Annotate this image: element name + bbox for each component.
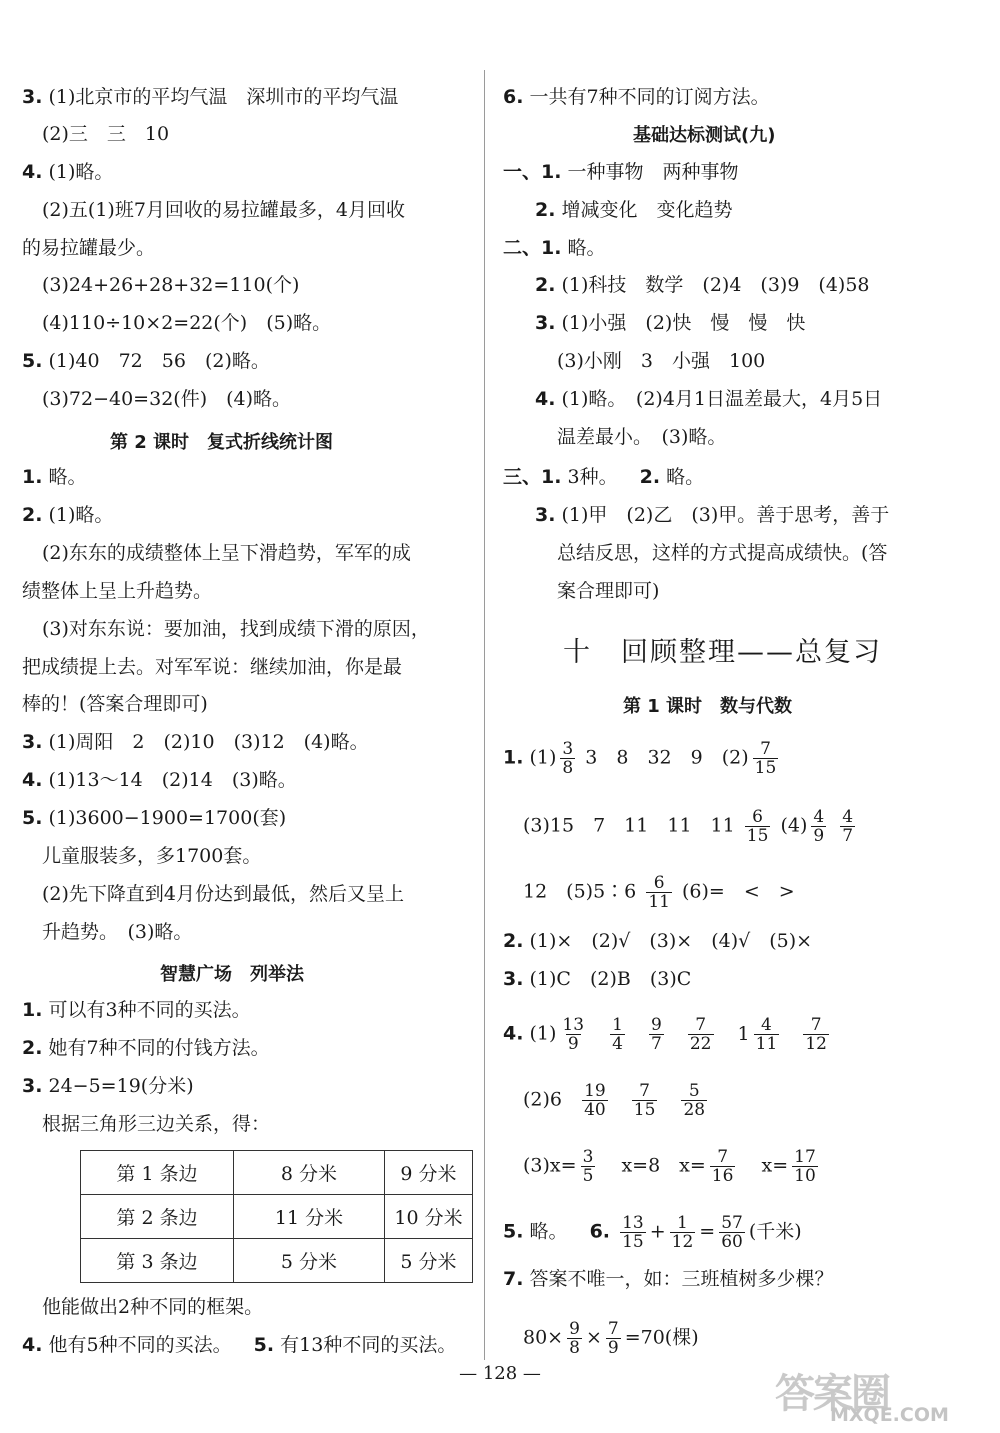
table-cell: 5 分米 (385, 1239, 473, 1283)
answer-line: (4)110÷10×2=22(个) (5)略。 (42, 312, 332, 334)
section-heading: 第 2 课时 复式折线统计图 (110, 432, 334, 453)
fraction: $\frac{7}{15}$ (754, 739, 777, 778)
answer-line: (3)小刚 3 小强 100 (557, 350, 766, 372)
answer-line: 升趋势。 (3)略。 (42, 921, 193, 943)
answer-line: (2)五(1)班7月回收的易拉罐最多，4月回收 (42, 199, 406, 221)
answer-line: 1. 可以有3种不同的买法。 (22, 999, 251, 1021)
fraction: $\frac{3}{5}$ (582, 1147, 594, 1186)
answer-line: 2. (1)略。 (22, 504, 114, 526)
answer-line: 1. 略。 (22, 466, 87, 488)
fraction: $\frac{3}{8}$ (562, 739, 574, 778)
answer-line: 3. (1)小强 (2)快 慢 慢 快 (535, 312, 806, 334)
column-divider (484, 70, 485, 1360)
answer-line: 4. (1)13～14 (2)14 (3)略。 (22, 769, 297, 791)
fraction: $\frac{4}{11}$ (755, 1015, 778, 1054)
answer-line: (2)先下降直到4月份达到最低，然后又呈上 (42, 883, 405, 905)
answer-line: 4. (1)略。 (22, 161, 114, 183)
table-cell: 5 分米 (234, 1239, 385, 1283)
answer-line: (3)对东东说：要加油，找到成绩下滑的原因， (42, 618, 430, 640)
answer-line: 4. (1)略。 (2)4月1日温差最大，4月5日 (535, 388, 883, 410)
table-cell: 9 分米 (385, 1151, 473, 1195)
fraction: $\frac{17}{10}$ (794, 1147, 816, 1186)
answer-line: 总结反思，这样的方式提高成绩快。(答 (557, 542, 888, 564)
table-row (81, 1151, 473, 1195)
answer-line: 3. (1)甲 (2)乙 (3)甲。善于思考，善于 (535, 504, 890, 526)
section-heading: 基础达标测试(九) (633, 125, 776, 146)
answer-line: 案合理即可) (557, 580, 660, 602)
table-cell: 第 1 条边 (81, 1151, 234, 1195)
answer-line: 12 (5)5∶6 $\frac{6}{11}$ (6)= < > (523, 873, 795, 912)
fraction: $\frac{6}{15}$ (746, 807, 769, 846)
fraction: $\frac{7}{9}$ (607, 1319, 619, 1358)
answer-line: 80× $\frac{9}{8}$ × $\frac{7}{9}$ =70(棵) (523, 1319, 699, 1358)
fraction: $\frac{13}{15}$ (622, 1213, 644, 1252)
table-cell: 8 分米 (234, 1151, 385, 1195)
table-row (81, 1195, 473, 1239)
fraction: $\frac{9}{8}$ (569, 1319, 580, 1358)
answer-line: 三、1. 3种。 2. 略。 (503, 466, 705, 488)
fraction: $\frac{1}{12}$ (671, 1213, 694, 1252)
fraction: $\frac{7}{16}$ (711, 1147, 734, 1186)
answer-line: 绩整体上呈上升趋势。 (22, 580, 213, 602)
watermark-text: 答案圈 (775, 1371, 889, 1417)
answer-line: 温差最小。 (3)略。 (557, 426, 727, 448)
answer-line: 4. (1) $\frac{13}{9}$ $\frac{1}{4}$ $\frac{9}{7}$ $\frac{7}{22}$ 1 $\frac{4}{11}$ $\frac{7}{12}$ (503, 1015, 827, 1054)
fraction: $\frac{7}{12}$ (805, 1015, 827, 1054)
answer-line: (2)6 $\frac{19}{40}$ $\frac{7}{15}$ $\frac{5}{28}$ (523, 1081, 706, 1120)
answer-line: (3)x= $\frac{3}{5}$ x=8 x= $\frac{7}{16}$ x= $\frac{17}{10}$ (523, 1147, 816, 1186)
answer-line: 7. 答案不唯一，如：三班植树多少棵？ (503, 1268, 834, 1290)
fraction: $\frac{4}{9}$ (813, 807, 825, 846)
fraction: $\frac{7}{22}$ (689, 1015, 712, 1054)
answer-line: 3. (1)C (2)B (3)C (503, 968, 692, 990)
answer-line: 2. 她有7种不同的付钱方法。 (22, 1037, 270, 1059)
fraction: $\frac{5}{28}$ (683, 1081, 706, 1120)
answer-line: 3. (1)北京市的平均气温 深圳市的平均气温 (22, 86, 399, 108)
answer-line: (3)24+26+28+32=110(个) (42, 274, 300, 296)
table-cell: 第 3 条边 (81, 1239, 234, 1283)
table-row (81, 1239, 473, 1283)
fraction: $\frac{7}{15}$ (633, 1081, 656, 1120)
table-cell: 11 分米 (234, 1195, 385, 1239)
fraction: $\frac{9}{7}$ (650, 1015, 662, 1054)
page-number: — 128 — (459, 1363, 541, 1384)
answer-line: 二、1. 略。 (503, 237, 606, 259)
answer-line: (3)72−40=32(件) (4)略。 (42, 388, 292, 410)
answer-line: 3. 24−5=19(分米) (22, 1075, 194, 1097)
answer-line: (2)东东的成绩整体上呈下滑趋势，军军的成 (42, 542, 411, 564)
section-heading: 第 1 课时 数与代数 (623, 696, 793, 717)
answer-line: 5. (1)3600−1900=1700(套) (22, 807, 287, 829)
answer-line: 2. 增减变化 变化趋势 (535, 199, 733, 221)
table-cell: 第 2 条边 (81, 1195, 234, 1239)
answer-line: 5. (1)40 72 56 (2)略。 (22, 350, 270, 372)
answer-line: 5. 略。 6. $\frac{13}{15}$ + $\frac{1}{12}$ = $\frac{57}{60}$ (千米) (503, 1213, 802, 1252)
answer-line: 6. 一共有7种不同的订阅方法。 (503, 86, 770, 108)
answer-line: (3)15 7 11 11 11 $\frac{6}{15}$ (4) $\frac{4}{9}$ $\frac{4}{7}$ (523, 807, 854, 846)
answer-line: 2. (1)× (2)√ (3)× (4)√ (5)× (503, 930, 813, 952)
answer-line: 2. (1)科技 数学 (2)4 (3)9 (4)58 (535, 274, 870, 296)
chapter-title: 十 回顾整理——总复习 (563, 637, 882, 668)
answer-line: 的易拉罐最少。 (22, 237, 156, 259)
answer-line: (2)三 三 10 (42, 123, 170, 145)
answer-line: 把成绩提上去。对军军说：继续加油，你是最 (22, 656, 403, 678)
answer-line: 一、1. 一种事物 两种事物 (503, 161, 739, 183)
answer-line: 儿童服装多，多1700套。 (42, 845, 262, 867)
table-cell: 10 分米 (385, 1195, 473, 1239)
section-heading: 智慧广场 列举法 (160, 964, 304, 985)
triangle-sides-table (80, 1150, 473, 1283)
fraction: $\frac{6}{11}$ (648, 873, 670, 912)
watermark-url: MXQE.COM (830, 1404, 949, 1426)
answer-line: 根据三角形三边关系，得： (42, 1113, 271, 1135)
fraction: $\frac{57}{60}$ (721, 1213, 743, 1252)
watermark-logo (770, 1362, 990, 1428)
answer-line: 3. (1)周阳 2 (2)10 (3)12 (4)略。 (22, 731, 369, 753)
answer-line: 他能做出2种不同的框架。 (42, 1296, 264, 1318)
fraction: $\frac{4}{7}$ (842, 807, 854, 846)
fraction: $\frac{13}{9}$ (562, 1015, 585, 1054)
fraction: $\frac{19}{40}$ (584, 1081, 606, 1120)
answer-line: 1. (1) $\frac{3}{8}$ 3 8 32 9 (2) $\frac{7}{15}$ (503, 739, 777, 778)
fraction: $\frac{1}{4}$ (612, 1015, 623, 1054)
answer-line: 棒的！(答案合理即可) (22, 693, 208, 715)
answer-line: 4. 他有5种不同的买法。 5. 有13种不同的买法。 (22, 1334, 457, 1356)
